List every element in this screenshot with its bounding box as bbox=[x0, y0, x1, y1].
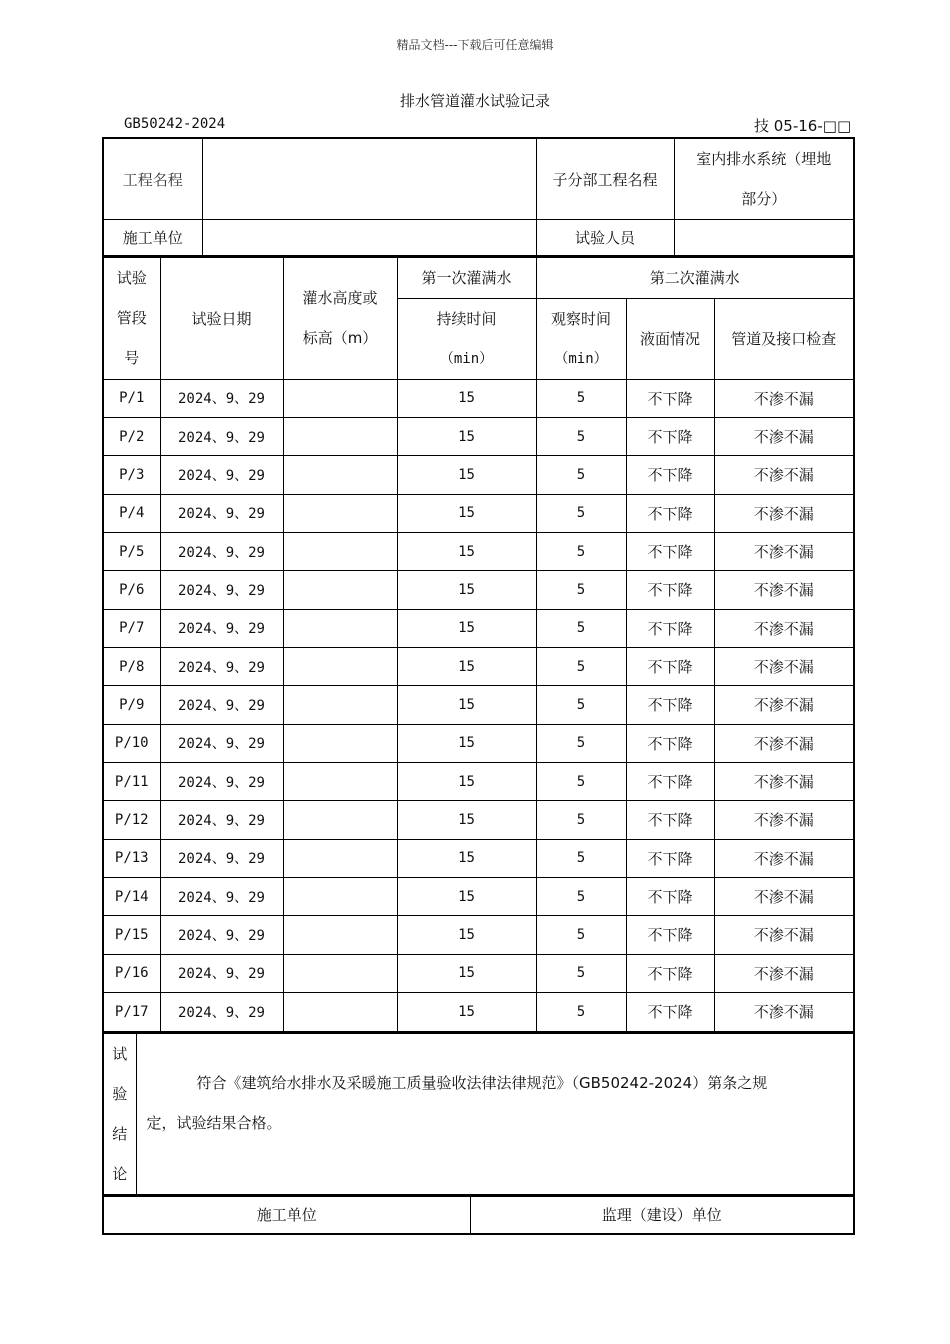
level-cell: 不下降 bbox=[626, 494, 714, 532]
level-cell: 不下降 bbox=[626, 571, 714, 609]
project-name-label: 工程名程 bbox=[104, 139, 202, 220]
observe-cell: 5 bbox=[536, 916, 626, 954]
height-header bbox=[283, 258, 397, 379]
observe-header-line1: 观察时间 bbox=[550, 309, 611, 328]
table-row bbox=[104, 724, 853, 762]
info-section bbox=[102, 137, 855, 257]
date-cell: 2024、9、29 bbox=[160, 609, 283, 647]
date-cell: 2024、9、29 bbox=[160, 724, 283, 762]
level-cell: 不下降 bbox=[626, 379, 714, 417]
observe-cell: 5 bbox=[536, 724, 626, 762]
table-row bbox=[104, 417, 853, 455]
joint-cell: 不渗不漏 bbox=[714, 571, 853, 609]
observe-cell: 5 bbox=[536, 494, 626, 532]
duration-cell: 15 bbox=[397, 417, 536, 455]
height-cell bbox=[283, 762, 397, 800]
height-cell bbox=[283, 686, 397, 724]
level-cell: 不下降 bbox=[626, 647, 714, 685]
conclusion-section bbox=[102, 1031, 855, 1197]
duration-cell: 15 bbox=[397, 993, 536, 1031]
joint-cell: 不渗不漏 bbox=[714, 724, 853, 762]
height-cell bbox=[283, 456, 397, 494]
height-cell bbox=[283, 609, 397, 647]
duration-cell: 15 bbox=[397, 724, 536, 762]
document-banner: 精品文档---下载后可任意编辑 bbox=[396, 38, 554, 52]
conclusion-label-2: 验 bbox=[112, 1085, 128, 1103]
duration-cell: 15 bbox=[397, 686, 536, 724]
segment-cell: P/3 bbox=[104, 456, 160, 494]
duration-cell: 15 bbox=[397, 762, 536, 800]
table-row bbox=[104, 494, 853, 532]
height-header-line1: 灌水高度或 bbox=[302, 289, 378, 308]
segment-cell: P/9 bbox=[104, 686, 160, 724]
level-header: 液面情况 bbox=[626, 298, 714, 379]
date-cell: 2024、9、29 bbox=[160, 647, 283, 685]
conclusion-text-line2: 定，试验结果合格。 bbox=[146, 1114, 282, 1132]
info-table bbox=[104, 139, 853, 256]
duration-cell: 15 bbox=[397, 877, 536, 915]
joint-cell: 不渗不漏 bbox=[714, 801, 853, 839]
observe-cell: 5 bbox=[536, 993, 626, 1031]
project-name-field bbox=[202, 139, 536, 220]
first-fill-header: 第一次灌满水 bbox=[397, 258, 536, 298]
date-cell: 2024、9、29 bbox=[160, 801, 283, 839]
duration-cell: 15 bbox=[397, 609, 536, 647]
height-cell bbox=[283, 417, 397, 455]
observe-cell: 5 bbox=[536, 839, 626, 877]
segment-cell: P/1 bbox=[104, 379, 160, 417]
height-cell bbox=[283, 993, 397, 1031]
date-cell: 2024、9、29 bbox=[160, 417, 283, 455]
observe-cell: 5 bbox=[536, 456, 626, 494]
unit-field bbox=[202, 220, 536, 256]
segment-cell: P/5 bbox=[104, 532, 160, 570]
conclusion-table bbox=[104, 1033, 853, 1195]
segment-cell: P/4 bbox=[104, 494, 160, 532]
joint-cell: 不渗不漏 bbox=[714, 916, 853, 954]
height-header-line2: 标高（m） bbox=[302, 329, 378, 348]
date-cell: 2024、9、29 bbox=[160, 839, 283, 877]
conclusion-text-line1: 符合《建筑给水排水及采暖施工质量验收法律法律规范》（GB50242-2024）第条之规 bbox=[196, 1074, 768, 1092]
level-cell: 不下降 bbox=[626, 993, 714, 1031]
test-rows bbox=[104, 379, 853, 1031]
observe-cell: 5 bbox=[536, 647, 626, 685]
observe-cell: 5 bbox=[536, 686, 626, 724]
conclusion-label-4: 论 bbox=[112, 1165, 128, 1183]
observe-cell: 5 bbox=[536, 379, 626, 417]
joint-cell: 不渗不漏 bbox=[714, 839, 853, 877]
joint-cell: 不渗不漏 bbox=[714, 954, 853, 992]
table-row bbox=[104, 647, 853, 685]
test-table bbox=[104, 258, 853, 1031]
conclusion-label bbox=[104, 1033, 136, 1195]
height-cell bbox=[283, 379, 397, 417]
date-cell: 2024、9、29 bbox=[160, 877, 283, 915]
segment-header-line1: 试验 bbox=[116, 269, 147, 288]
table-row bbox=[104, 762, 853, 800]
duration-cell: 15 bbox=[397, 532, 536, 570]
page-title: 排水管道灌水试验记录 bbox=[399, 92, 550, 110]
duration-header bbox=[397, 298, 536, 379]
level-cell: 不下降 bbox=[626, 532, 714, 570]
joint-cell: 不渗不漏 bbox=[714, 417, 853, 455]
segment-cell: P/10 bbox=[104, 724, 160, 762]
table-row bbox=[104, 532, 853, 570]
height-cell bbox=[283, 532, 397, 570]
level-cell: 不下降 bbox=[626, 916, 714, 954]
conclusion-text bbox=[136, 1033, 853, 1195]
observe-cell: 5 bbox=[536, 801, 626, 839]
segment-cell: P/13 bbox=[104, 839, 160, 877]
date-cell: 2024、9、29 bbox=[160, 954, 283, 992]
level-cell: 不下降 bbox=[626, 877, 714, 915]
segment-header bbox=[104, 258, 160, 379]
table-row bbox=[104, 571, 853, 609]
segment-cell: P/12 bbox=[104, 801, 160, 839]
level-cell: 不下降 bbox=[626, 839, 714, 877]
level-cell: 不下降 bbox=[626, 417, 714, 455]
joint-cell: 不渗不漏 bbox=[714, 993, 853, 1031]
construction-unit-label: 施工单位 bbox=[104, 1196, 470, 1233]
test-section bbox=[102, 256, 855, 1034]
date-cell: 2024、9、29 bbox=[160, 532, 283, 570]
duration-cell: 15 bbox=[397, 571, 536, 609]
duration-cell: 15 bbox=[397, 801, 536, 839]
duration-header-line2: （min） bbox=[439, 350, 494, 367]
table-row bbox=[104, 456, 853, 494]
joint-cell: 不渗不漏 bbox=[714, 647, 853, 685]
joint-cell: 不渗不漏 bbox=[714, 456, 853, 494]
table-row bbox=[104, 609, 853, 647]
duration-cell: 15 bbox=[397, 916, 536, 954]
height-cell bbox=[283, 839, 397, 877]
duration-header-line1: 持续时间 bbox=[436, 309, 497, 328]
joint-cell: 不渗不漏 bbox=[714, 609, 853, 647]
height-cell bbox=[283, 954, 397, 992]
observe-cell: 5 bbox=[536, 532, 626, 570]
duration-cell: 15 bbox=[397, 954, 536, 992]
observe-cell: 5 bbox=[536, 571, 626, 609]
observe-cell: 5 bbox=[536, 762, 626, 800]
standard-code: GB50242-2024 bbox=[124, 116, 226, 132]
table-row bbox=[104, 801, 853, 839]
segment-header-line2: 管段 bbox=[116, 309, 147, 328]
height-cell bbox=[283, 647, 397, 685]
sub-project-label: 子分部工程名程 bbox=[536, 139, 674, 220]
duration-cell: 15 bbox=[397, 456, 536, 494]
date-header: 试验日期 bbox=[160, 258, 283, 379]
level-cell: 不下降 bbox=[626, 954, 714, 992]
level-cell: 不下降 bbox=[626, 686, 714, 724]
segment-cell: P/7 bbox=[104, 609, 160, 647]
joint-cell: 不渗不漏 bbox=[714, 379, 853, 417]
segment-header-line3: 号 bbox=[124, 349, 140, 368]
table-row bbox=[104, 993, 853, 1031]
duration-cell: 15 bbox=[397, 839, 536, 877]
height-cell bbox=[283, 916, 397, 954]
table-row bbox=[104, 954, 853, 992]
observe-header bbox=[536, 298, 626, 379]
height-cell bbox=[283, 801, 397, 839]
segment-cell: P/8 bbox=[104, 647, 160, 685]
date-cell: 2024、9、29 bbox=[160, 379, 283, 417]
date-cell: 2024、9、29 bbox=[160, 993, 283, 1031]
form-code: 技 05-16-□□ bbox=[754, 117, 852, 135]
date-cell: 2024、9、29 bbox=[160, 686, 283, 724]
sub-project-value-line2: 部分） bbox=[741, 190, 787, 208]
duration-cell: 15 bbox=[397, 647, 536, 685]
observe-header-line2: （min） bbox=[554, 350, 608, 367]
date-cell: 2024、9、29 bbox=[160, 916, 283, 954]
date-cell: 2024、9、29 bbox=[160, 571, 283, 609]
tester-field bbox=[674, 220, 853, 256]
joint-header: 管道及接口检查 bbox=[714, 298, 853, 379]
segment-cell: P/14 bbox=[104, 877, 160, 915]
unit-label: 施工单位 bbox=[104, 220, 202, 256]
height-cell bbox=[283, 571, 397, 609]
segment-cell: P/6 bbox=[104, 571, 160, 609]
date-cell: 2024、9、29 bbox=[160, 762, 283, 800]
segment-cell: P/11 bbox=[104, 762, 160, 800]
observe-cell: 5 bbox=[536, 417, 626, 455]
level-cell: 不下降 bbox=[626, 609, 714, 647]
joint-cell: 不渗不漏 bbox=[714, 877, 853, 915]
height-cell bbox=[283, 877, 397, 915]
observe-cell: 5 bbox=[536, 877, 626, 915]
signature-table bbox=[104, 1196, 853, 1233]
observe-cell: 5 bbox=[536, 609, 626, 647]
sub-project-value bbox=[674, 139, 853, 220]
observe-cell: 5 bbox=[536, 954, 626, 992]
level-cell: 不下降 bbox=[626, 801, 714, 839]
conclusion-label-1: 试 bbox=[112, 1045, 128, 1063]
joint-cell: 不渗不漏 bbox=[714, 686, 853, 724]
level-cell: 不下降 bbox=[626, 456, 714, 494]
duration-cell: 15 bbox=[397, 379, 536, 417]
joint-cell: 不渗不漏 bbox=[714, 532, 853, 570]
height-cell bbox=[283, 494, 397, 532]
date-cell: 2024、9、29 bbox=[160, 494, 283, 532]
tester-label: 试验人员 bbox=[536, 220, 674, 256]
table-row bbox=[104, 686, 853, 724]
second-fill-header: 第二次灌满水 bbox=[536, 258, 853, 298]
joint-cell: 不渗不漏 bbox=[714, 762, 853, 800]
table-row bbox=[104, 877, 853, 915]
height-cell bbox=[283, 724, 397, 762]
table-row bbox=[104, 839, 853, 877]
duration-cell: 15 bbox=[397, 494, 536, 532]
sub-project-value-line1: 室内排水系统（埋地 bbox=[696, 150, 832, 168]
table-row bbox=[104, 379, 853, 417]
segment-cell: P/17 bbox=[104, 993, 160, 1031]
table-row bbox=[104, 916, 853, 954]
joint-cell: 不渗不漏 bbox=[714, 494, 853, 532]
level-cell: 不下降 bbox=[626, 724, 714, 762]
conclusion-label-3: 结 bbox=[112, 1125, 128, 1143]
segment-cell: P/15 bbox=[104, 916, 160, 954]
segment-cell: P/16 bbox=[104, 954, 160, 992]
segment-cell: P/2 bbox=[104, 417, 160, 455]
supervision-unit-label: 监理（建设）单位 bbox=[601, 1206, 722, 1224]
date-cell: 2024、9、29 bbox=[160, 456, 283, 494]
level-cell: 不下降 bbox=[626, 762, 714, 800]
signature-section bbox=[102, 1194, 855, 1235]
